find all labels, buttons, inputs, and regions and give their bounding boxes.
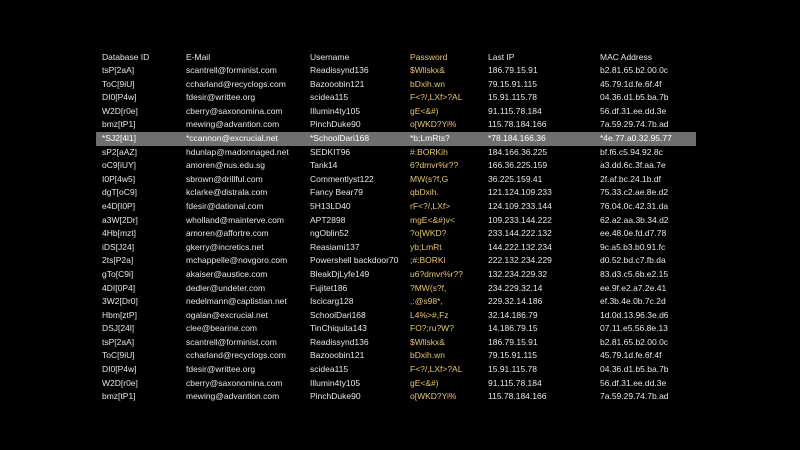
mac-address-cell: 9c.a5.b3.b0.91.fc — [600, 241, 666, 252]
table-row[interactable] — [96, 227, 696, 241]
password-cell: yb;LmRt — [410, 241, 442, 252]
mac-address-cell: ee.48.0e.fd.d7.78 — [600, 228, 667, 239]
last-ip-cell: 91.115.78.184 — [488, 105, 542, 116]
password-cell: ?o[WKD? — [410, 228, 447, 239]
email-cell: cberry@saxonomina.com — [186, 377, 283, 388]
last-ip-cell: 184.166.36.225 — [488, 146, 548, 157]
database-id-cell: 2ts[P2a] — [102, 255, 134, 266]
username-cell: SEDKIT96 — [310, 146, 351, 157]
mac-address-cell: 83.d3.c5.6b.e2.15 — [600, 268, 669, 279]
database-id-cell: DI0[P4w] — [102, 364, 137, 375]
email-cell: fdesir@writtee.org — [186, 92, 256, 103]
password-cell: L4%>#,Fz — [410, 309, 449, 320]
username-cell: Fancy Bear79 — [310, 187, 363, 198]
database-id-cell: DSJ[24l] — [102, 323, 135, 334]
mac-address-cell: 75.33.c2.ae.8e.d2 — [600, 187, 669, 198]
last-ip-cell: 79.15.91.115 — [488, 350, 537, 361]
email-cell: amoren@affortre.com — [186, 228, 269, 239]
table-header-row — [96, 50, 696, 64]
mac-address-cell: 1d.0d.13.96.3e.d6 — [600, 309, 669, 320]
username-cell: Bazooobin121 — [310, 78, 365, 89]
table-row[interactable] — [96, 186, 696, 200]
table-row-selected[interactable] — [96, 132, 696, 146]
database-id-cell: 4DI[0P4] — [102, 282, 136, 293]
last-ip-cell: 166.36.225.159 — [488, 160, 548, 171]
username-cell: 5H13LD40 — [310, 200, 351, 211]
username-cell: BleakDjLyfe149 — [310, 268, 370, 279]
database-id-cell: tsP[2aA] — [102, 65, 135, 75]
username-cell: ngOblin52 — [310, 228, 349, 239]
username-cell: Readissynd136 — [310, 336, 369, 347]
credentials-table — [96, 50, 696, 404]
email-cell: *ccannon@excrucial.net — [180, 132, 304, 146]
mac-address-cell: b2.81.65.b2.00.0c — [600, 65, 669, 75]
password-cell: bDxih.wn — [410, 350, 445, 361]
email-cell: ogalan@excrucial.net — [186, 309, 268, 320]
username-cell: *SchoolDari168 — [304, 132, 404, 146]
mac-address-cell: 45.79.1d.fe.6f.4f — [600, 78, 662, 89]
username-cell: Illumin4ty105 — [310, 105, 361, 116]
database-id-cell: iDS[J24] — [102, 241, 135, 252]
mac-address-cell: 56.df.31.ee.dd.3e — [600, 105, 667, 116]
database-id-cell: tsP[2aA] — [102, 336, 135, 347]
last-ip-cell: 222.132.234.229 — [488, 255, 552, 266]
table-row[interactable] — [96, 322, 696, 336]
database-id-cell: sP2[aAZ] — [102, 146, 137, 157]
password-cell: 6?dmvr%r?? — [410, 160, 459, 171]
username-cell: Iscicarg128 — [310, 296, 354, 307]
email-cell: clee@bearine.com — [186, 323, 257, 334]
mac-address-cell: ee.9f.e2.a7.2e.41 — [600, 282, 667, 293]
last-ip-cell: 15.91.115.78 — [488, 92, 537, 103]
table-row[interactable] — [96, 146, 696, 160]
table-row[interactable] — [96, 78, 696, 92]
mac-address-cell: 62.a2.aa.3b.34.d2 — [600, 214, 669, 225]
email-cell: gkerry@incretics.net — [186, 241, 264, 252]
mac-address-cell: a3.dd.6c.3f.aa.7e — [600, 160, 666, 171]
email-cell: amoren@nus.edu.sg — [186, 160, 266, 171]
username-cell: Bazooobin121 — [310, 350, 365, 361]
table-row[interactable] — [96, 159, 696, 173]
column-header-last-ip: Last IP — [488, 52, 515, 62]
table-row[interactable] — [96, 309, 696, 323]
table-row[interactable] — [96, 64, 696, 78]
password-cell: ?MW(s?f, — [410, 282, 447, 293]
mac-address-cell: 07.11.e5.56.8e.13 — [600, 323, 668, 334]
password-cell: qbDxih. — [410, 187, 439, 198]
last-ip-cell: 234.229.32.14 — [488, 282, 543, 293]
username-cell: PinchDuke90 — [310, 391, 361, 402]
table-row[interactable] — [96, 336, 696, 350]
username-cell: scidea115 — [310, 364, 349, 375]
mac-address-cell: ef.3b.4e.0b.7c.2d — [600, 296, 666, 307]
email-cell: cberry@saxonomina.com — [186, 105, 283, 116]
email-cell: scantrell@forminist.com — [186, 65, 277, 75]
table-row[interactable] — [96, 214, 696, 228]
last-ip-cell: 121.124.109.233 — [488, 187, 552, 198]
last-ip-cell: 186.79.15.91 — [488, 65, 538, 75]
email-cell: mewing@advantion.com — [186, 391, 280, 402]
database-id-cell: bmz[tP1] — [102, 119, 136, 130]
email-cell: mewing@advantion.com — [186, 119, 280, 130]
table-body — [96, 64, 696, 404]
password-cell: gE<&#) — [410, 105, 439, 116]
email-cell: fdesir@writtee.org — [186, 364, 256, 375]
password-cell: *b;LmRts? — [404, 132, 482, 146]
email-cell: sbrown@drillful.com — [186, 173, 263, 184]
password-cell: F<?/,LXf>?AL — [410, 364, 463, 375]
last-ip-cell: 109.233.144.222 — [488, 214, 552, 225]
mac-address-cell: 04.36.d1.b5.ba.7b — [600, 92, 669, 103]
username-cell: Powershell backdoor70 — [310, 255, 399, 266]
last-ip-cell: *78.184.166.36 — [482, 132, 594, 146]
password-cell: F<?/,LXf>?AL — [410, 92, 463, 103]
password-cell: bDxih.wn — [410, 78, 445, 89]
database-id-cell: Hbm[ztP] — [102, 309, 137, 320]
email-cell: ccharland@recyclogs.com — [186, 78, 286, 89]
password-cell: #:BORKih — [410, 146, 448, 157]
database-id-cell: ToC[9iU] — [102, 350, 135, 361]
username-cell: SchoolDari168 — [310, 309, 366, 320]
table-row[interactable] — [96, 118, 696, 132]
email-cell: scantrell@forminist.com — [186, 336, 277, 347]
mac-address-cell: b2.81.65.b2.00.0c — [600, 336, 669, 347]
username-cell: TinChiquita143 — [310, 323, 367, 334]
column-header-email: E-Mail — [186, 52, 211, 62]
email-cell: mchappelle@novgoro.com — [186, 255, 288, 266]
last-ip-cell: 229.32.14.186 — [488, 296, 543, 307]
table-row[interactable] — [96, 282, 696, 296]
mac-address-cell: 56.df.31.ee.dd.3e — [600, 377, 667, 388]
password-cell: gE<&#) — [410, 377, 439, 388]
last-ip-cell: 32.14.186.79 — [488, 309, 538, 320]
email-cell: akaiser@austice.com — [186, 268, 268, 279]
password-cell: mgE<&#)v< — [410, 214, 455, 225]
password-cell: o[WKD?Yi% — [410, 119, 457, 130]
database-id-cell: ToC[9iU] — [102, 78, 135, 89]
username-cell: APT2898 — [310, 214, 346, 225]
table-row[interactable] — [96, 377, 696, 391]
email-cell: nedelmann@captistian.net — [186, 296, 287, 307]
password-cell: rF<?/,LXf> — [410, 200, 451, 211]
password-cell: $Wllskx& — [410, 336, 445, 347]
database-id-cell: 4Hb[mzt] — [102, 228, 137, 239]
email-cell: kclarke@distrala.com — [186, 187, 268, 198]
last-ip-cell: 115.78.184.166 — [488, 119, 547, 130]
table-row[interactable] — [96, 254, 696, 268]
database-id-cell: bmz[tP1] — [102, 391, 136, 402]
table-row[interactable] — [96, 349, 696, 363]
last-ip-cell: 91.115.78.184 — [488, 377, 542, 388]
last-ip-cell: 132.234.229.32 — [488, 268, 548, 279]
table-row[interactable] — [96, 363, 696, 377]
table-row[interactable] — [96, 241, 696, 255]
database-id-cell: I0P[4w5] — [102, 173, 136, 184]
username-cell: Illumin4ty105 — [310, 377, 361, 388]
last-ip-cell: 144.222.132.234 — [488, 241, 552, 252]
mac-address-cell: 04.36.d1.b5.ba.7b — [600, 364, 669, 375]
username-cell: Reasiami137 — [310, 241, 360, 252]
mac-address-cell: d0.52.bd.c7.fb.da — [600, 255, 666, 266]
email-cell: dedler@undeter.com — [186, 282, 266, 293]
mac-address-cell: 2f.af.bc.24.1b.df — [600, 173, 661, 184]
email-cell: wholland@mainterve.com — [186, 214, 284, 225]
column-header-username: Username — [310, 52, 350, 62]
last-ip-cell: 233.144.222.132 — [488, 228, 552, 239]
password-cell: $Wllskx& — [410, 65, 445, 75]
password-cell: ,:@s98*, — [410, 296, 443, 307]
mac-address-cell: 7a.59.29.74.7b.ad — [600, 391, 669, 402]
database-id-cell: dgT[oC9] — [102, 187, 137, 198]
database-id-cell: gTo[C9i] — [102, 268, 134, 279]
table-row[interactable] — [96, 173, 696, 187]
table-row[interactable] — [96, 268, 696, 282]
database-id-cell: e4D[I0P] — [102, 200, 136, 211]
column-header-database-id: Database ID — [102, 52, 150, 62]
table-row[interactable] — [96, 200, 696, 214]
mac-address-cell: bf.f6.c5.94.92.8c — [600, 146, 663, 157]
username-cell: Tank14 — [310, 160, 338, 171]
table-row[interactable] — [96, 91, 696, 105]
last-ip-cell: 124.109.233.144 — [488, 200, 552, 211]
table-row[interactable] — [96, 105, 696, 119]
password-cell: o[WKD?Yi% — [410, 391, 457, 402]
email-cell: fdesir@dational.com — [186, 200, 264, 211]
username-cell: scidea115 — [310, 92, 349, 103]
password-cell: ;#:BORKi — [410, 255, 446, 266]
username-cell: Fujitet186 — [310, 282, 348, 293]
email-cell: hdunlap@madonnaged.net — [186, 146, 289, 157]
database-id-cell: a3W[2Dr] — [102, 214, 138, 225]
mac-address-cell: *4e.77.a0.32.95.77 — [594, 132, 696, 146]
password-cell: u6?dmvr%r?? — [410, 268, 463, 279]
username-cell: Readissynd136 — [310, 65, 369, 75]
last-ip-cell: 79.15.91.115 — [488, 78, 537, 89]
mac-address-cell: 76.04.0c.42.31.da — [600, 200, 669, 211]
last-ip-cell: 186.79.15.91 — [488, 336, 538, 347]
mac-address-cell: 7a.59.29.74.7b.ad — [600, 119, 669, 130]
table-row[interactable] — [96, 390, 696, 404]
database-id-cell: W2D[r0e] — [102, 105, 138, 116]
column-header-mac-address: MAC Address — [600, 52, 652, 62]
mac-address-cell: 45.79.1d.fe.6f.4f — [600, 350, 662, 361]
database-id-cell: 3W2[Dr0] — [102, 296, 138, 307]
last-ip-cell: 14.186.79.15 — [488, 323, 538, 334]
table-row[interactable] — [96, 295, 696, 309]
database-id-cell: *SJ2[4l1] — [96, 132, 180, 146]
database-id-cell: W2D[r0e] — [102, 377, 138, 388]
password-cell: FO?;ru?W? — [410, 323, 454, 334]
password-cell: MW(s?f,G — [410, 173, 449, 184]
username-cell: PinchDuke90 — [310, 119, 361, 130]
last-ip-cell: 115.78.184.166 — [488, 391, 547, 402]
database-id-cell: DI0[P4w] — [102, 92, 137, 103]
database-id-cell: oC9[iUY] — [102, 160, 137, 171]
last-ip-cell: 36.225.159.41 — [488, 173, 543, 184]
username-cell: Commentlyst122 — [310, 173, 374, 184]
column-header-password: Password — [410, 52, 448, 62]
last-ip-cell: 15.91.115.78 — [488, 364, 537, 375]
email-cell: ccharland@recyclogs.com — [186, 350, 286, 361]
